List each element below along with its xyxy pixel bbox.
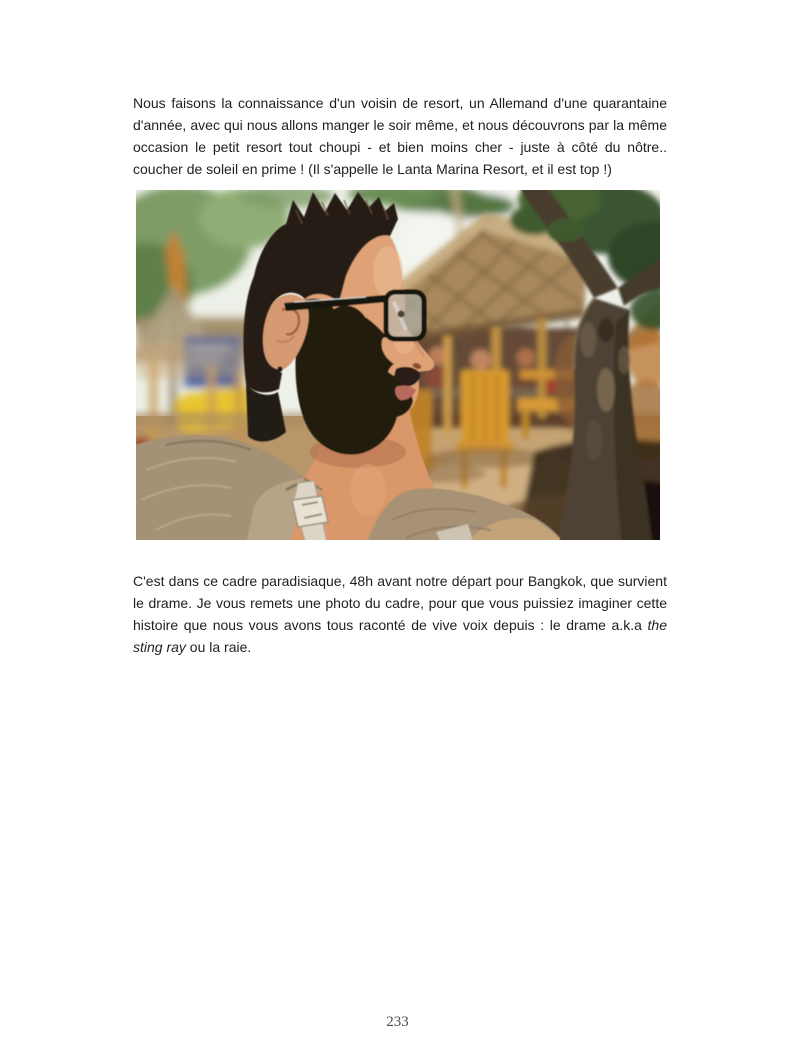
paragraph-drame (133, 570, 667, 658)
paragraph-drame-italic: the sting ray (133, 617, 667, 655)
paragraph-drame-text: C'est dans ce cadre paradisiaque, 48h avant notre départ pour Bangkok, que survient le drame. Je vous remets une photo du cadre, pour que vous puissiez imaginer cette histoire que nous vous avons tous raconté de vive voix depuis : le drame a.k.a (133, 573, 667, 633)
paragraph-intro: Nous faisons la connaissance d'un voisin de resort, un Allemand d'une quarantaine d'année, avec qui nous allons manger le soir même, et nous découvrons par la même occasion le petit resort tout choupi - et bien moins cher - juste à côté du nôtre.. coucher de soleil en prime ! (Il s'appelle le Lanta Marina Resort, et il est top !) (133, 95, 667, 177)
resort-photo (136, 190, 660, 540)
page-number: 233 (386, 1014, 409, 1030)
resort-photo-graphic (136, 190, 660, 540)
paragraph-drame-text-end: ou la raie. (185, 639, 252, 655)
